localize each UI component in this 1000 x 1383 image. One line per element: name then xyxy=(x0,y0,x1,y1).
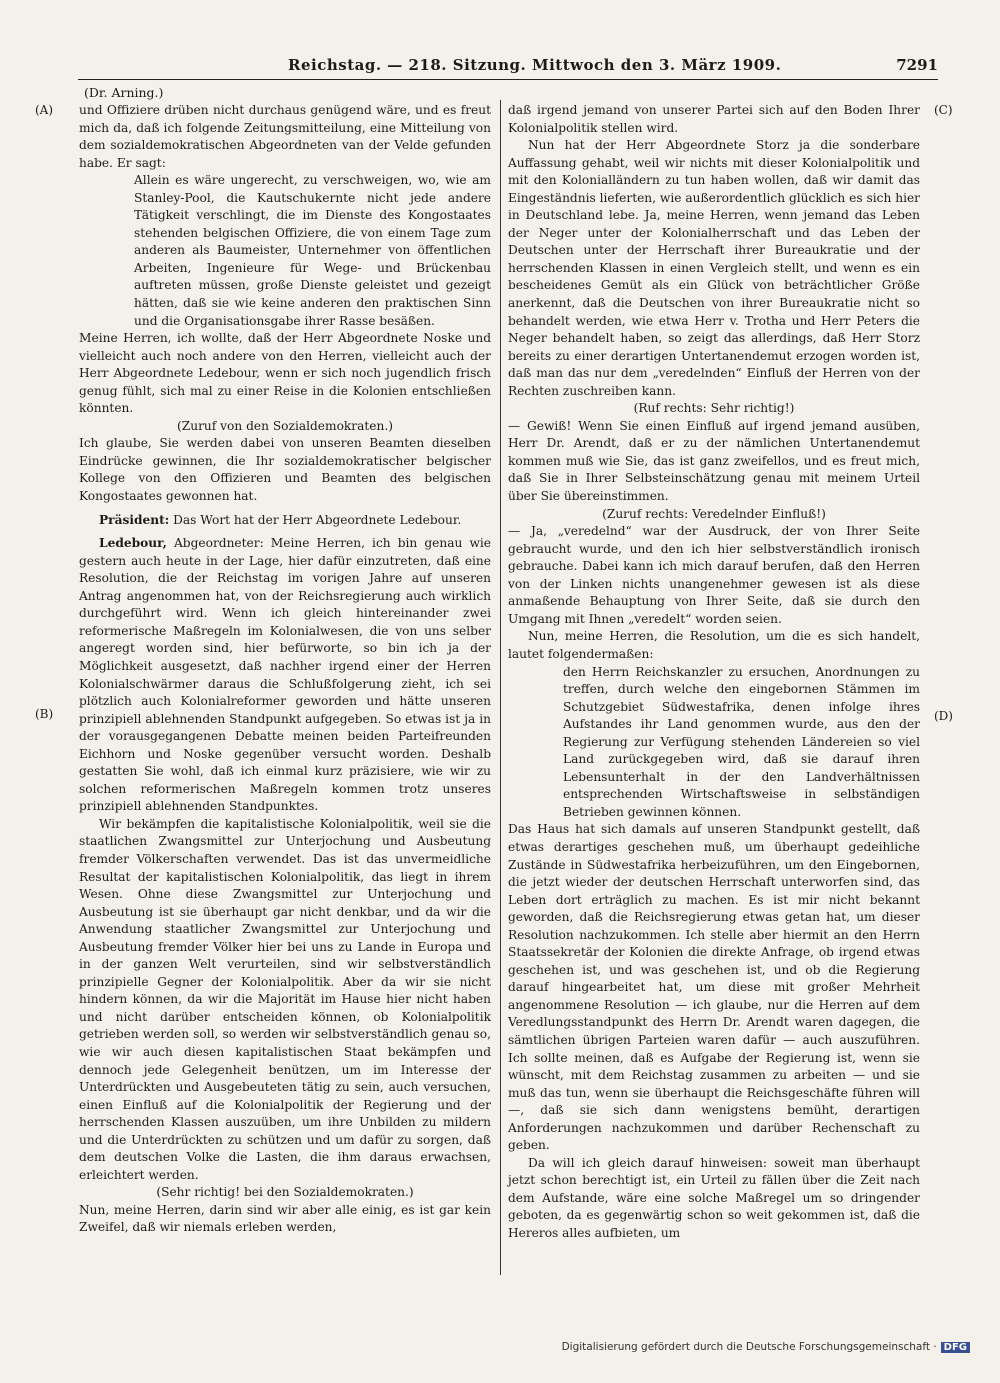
paragraph: — Gewiß! Wenn Sie einen Einfluß auf irgend jemand ausüben, Herr Dr. Arendt, daß er zu der nämlichen Untertanendemut kommen muß wie Sie, das ist ganz zweifellos, und es freut mich, daß Sie in Ihrer Selbsteinschätzung genau mit meinem Urteil über Sie übereinstimmen. xyxy=(508,418,920,504)
interjection: (Ruf rechts: Sehr richtig!) xyxy=(633,401,795,416)
paragraph: Ich glaube, Sie werden dabei von unseren Beamten dieselben Eindrücke gewinnen, die Ihr sozialdemokratischer belgischer Kollege von den Offizieren und Beamten des belgischen Kongostaates gewonnen hat. xyxy=(79,436,491,504)
paragraph: Nun, meine Herren, die Resolution, um die es sich handelt, lautet folgendermaßen: xyxy=(508,629,920,661)
speaker-name: Präsident: xyxy=(99,512,170,527)
left-column xyxy=(79,102,491,1237)
block-quote: den Herrn Reichskanzler zu ersuchen, Anordnungen zu treffen, durch welche den eingebornen Stämmen im Schutzgebiet Südwestafrika, denen infolge ihres Aufstandes ihr Land genommen wurde, aus den der Regierung zur Verfügung stehenden Ländereien so viel Land zurückgegeben wird, daß sie darauf ihren Lebensunterhalt in der den Landverhältnissen entsprechenden Wirtschaftsweise in selbständigen Betrieben gewinnen können. xyxy=(563,664,920,819)
interjection: (Sehr richtig! bei den Sozialdemokraten.) xyxy=(156,1185,414,1200)
paragraph: Da will ich gleich darauf hinweisen: soweit man überhaupt jetzt schon berechtigt ist, ein Urteil zu fällen über die Zeit nach dem Aufstande, wäre eine solche Maßregel um so dringender geboten, da es gegenwärtig schon so weit gekommen ist, daß die Hereros alles aufbieten, um xyxy=(508,1155,920,1240)
paragraph: Nun, meine Herren, darin sind wir aber alle einig, es ist gar kein Zweifel, daß wir niemals erleben werden, xyxy=(79,1202,491,1235)
margin-marker-d: (D) xyxy=(934,709,953,723)
right-column xyxy=(508,102,920,1243)
footer-credit: Digitalisierung gefördert durch die Deutsche Forschungsgemeinschaft · xyxy=(561,1341,937,1353)
speaker-text: Das Wort hat der Herr Abgeordnete Ledebour. xyxy=(169,512,462,527)
interjection: (Zuruf von den Sozialdemokraten.) xyxy=(177,418,393,433)
page-footer xyxy=(562,1341,970,1353)
paragraph: und Offiziere drüben nicht durchaus genügend wäre, und es freut mich da, daß ich folgende Zeitungsmitteilung, eine Mitteilung von dem sozialdemokratischen Abgeordneten van der Velde gefunden habe. Er sagt: xyxy=(79,103,491,170)
paragraph: Nun hat der Herr Abgeordnete Storz ja die sonderbare Auffassung gehabt, weil wir nichts mit dieser Kolonialpolitik und mit den Kolonialländern zu tun haben wollen, daß wir damit das Eingeständnis lieferten, wie außerordentlich glücklich es sich hier in Deutschland lebe. Ja, meine Herren, wenn jemand das Leben der Neger unter der Kolonialherrschaft und das Leben der Deutschen unter der Herrschaft ihrer Bureaukratie und der herrschenden Klassen in einen Vergleich stellt, und wenn es ein bescheidenes Gemüt als ein Glück von beträchtlicher Größe anerkennt, daß die Deutschen von ihrer Bureaukratie nicht so behandelt werden, wie etwa Herr v. Trotha und Herr Peters die Neger behandelt haben, so zeigt das allerdings, daß Herr Storz bereits zu einer derartigen Untertanendemut erzogen worden ist, daß man das nur dem „veredelnden“ Einfluß der Herren von der Rechten zuschreiben kann. xyxy=(508,138,920,398)
paragraph: — Ja, „veredelnd“ war der Ausdruck, der von Ihrer Seite gebraucht wurde, und den ich hier selbstverständlich ironisch gebrauche. Dabei kann ich mich darauf berufen, daß den Herren von der Linken nichts unangenehmer gewesen ist als diese anmaßende Behauptung von Ihrer Seite, daß sie durch den Umgang mit Ihnen „veredelt“ worden seien. xyxy=(508,524,920,626)
margin-marker-b: (B) xyxy=(35,707,54,721)
interjection: (Zuruf rechts: Veredelnder Einfluß!) xyxy=(602,506,826,521)
block-quote: Allein es wäre ungerecht, zu verschweigen, wo, wie am Stanley-Pool, die Kautschukernte nicht jede andere Tätigkeit verschlingt, die im Dienste des Kongostaates stehenden belgischen Offiziere, die von einem Tage zum anderen als Baumeister, Unternehmer von öffentlichen Arbeiten, Ingenieure für Wege- und Brückenbau auftreten müssen, große Dienste geleistet und gezeigt hätten, daß sie wie keine anderen den praktischen Sinn und die Organisationsgabe ihrer Rasse besäßen. xyxy=(134,173,491,328)
margin-marker-c: (C) xyxy=(934,103,953,117)
page-header xyxy=(78,56,938,78)
paragraph: Das Haus hat sich damals auf unseren Standpunkt gestellt, daß etwas derartiges geschehen muß, um überhaupt gedeihliche Zustände in Südwestafrika herbeizuführen, um den Eingebornen, die jetzt wieder der deutschen Herrschaft unterworfen sind, das Leben dort erträglich zu machen. Es ist mir nicht bekannt geworden, daß die Reichsregierung etwas getan hat, um dieser Resolution nachzukommen. Ich stelle aber hiermit an den Herrn Staatssekretär der Kolonien die direkte Anfrage, ob irgend etwas geschehen ist, und was geschehen ist, und ob die Regierung darauf hingearbeitet hat, um diese mit großer Mehrheit angenommene Resolution — ich glaube, nur die Herren auf dem Veredlungsstandpunkt des Herrn Dr. Arendt waren dagegen, die sämtlichen übrigen Parteien waren dafür — auch auszuführen. Ich sollte meinen, daß es Aufgabe der Regierung ist, wenn sie wünscht, mit dem Reichstag zusammen zu arbeiten — und sie muß das tun, wenn sie überhaupt die Reichsgeschäfte führen will —, daß sie sich dann wenigstens bemüht, derartigen Anforderungen nachzukommen und darüber Rechenschaft zu geben. xyxy=(508,822,920,1153)
page-number: 7291 xyxy=(896,56,938,74)
paragraph: Wir bekämpfen die kapitalistische Kolonialpolitik, weil sie die staatlichen Zwangsmittel zur Unterjochung und Ausbeutung fremder Völkerschaften verwendet. Das ist das unvermeidliche Resultat der kapitalistischen Kolonialpolitik, das liegt in ihrem Wesen. Ohne diese Zwangsmittel zur Unterjochung und Ausbeutung ist sie überhaupt gar nicht denkbar, und da wir die Anwendung staatlicher Zwangsmittel zur Unterjochung und Ausbeutung fremder Völker hier bei uns zu Lande in Europa und in der ganzen Welt verurteilen, sind wir selbstverständlich prinzipielle Gegner der Kolonialpolitik. Aber da wir sie nicht hindern können, da wir die Majorität im Hause hier nicht haben und nicht darüber entscheiden können, ob Kolonialpolitik getrieben werden soll, so werden wir selbstverständlich genau so, wie wir auch diesen kapitalistischen Staat bekämpfen und dennoch jede Gelegenheit benützen, um im Interesse der Unterdrückten und Ausgebeuteten tätig zu sein, auch versuchen, einen Einfluß auf die Kolonialpolitik der Regierung und der herrschenden Klassen auszuüben, um ihre Unbilden zu mildern und die Unterdrückten zu schützen und um dafür zu sorgen, daß dem deutschen Volke die Lasten, die ihm daraus erwachsen, erleichtert werden. xyxy=(79,816,491,1182)
paragraph: daß irgend jemand von unserer Partei sich auf den Boden Ihrer Kolonialpolitik stellen wird. xyxy=(508,103,920,135)
speaker-paragraph xyxy=(79,535,491,816)
header-title: Reichstag. — 218. Sitzung. Mittwoch den 3. März 1909. xyxy=(288,56,782,74)
speaker-tag: (Dr. Arning.) xyxy=(84,85,164,100)
paragraph: Meine Herren, ich wollte, daß der Herr Abgeordnete Noske und vielleicht auch noch andere von den Herren, vielleicht auch der Herr Abgeordnete Ledebour, wenn er sich noch jugendlich frisch genug fühlt, sich mal zu einer Reise in die Kolonien entschließen könnten. xyxy=(79,331,491,416)
margin-marker-a: (A) xyxy=(35,103,54,117)
speaker-paragraph xyxy=(79,512,491,530)
speaker-text: Abgeordneter: Meine Herren, ich bin genau wie gestern auch heute in der Lage, hier dafür einzutreten, daß eine Resolution, die der Reichstag im vorigen Jahre auf unseren Antrag angenommen hat, von der Reichsregierung auch wirklich durchgeführt wird. Wenn ich gleich hintereinander zwei reformerische Maßregeln im Kolonialwesen, die von uns selber angeregt worden sind, hier befürworte, so bin ich ja der Möglichkeit ausgesetzt, daß nachher irgend einer der Herren Kolonialschwärmer daraus die Schlußfolgerung zieht, ich sei plötzlich auch Kolonialreformer geworden und hätte unseren prinzipiell ablehnenden Standpunkt aufgegeben. So etwas ist ja in der vorausgegangenen Debatte meinen beiden Parteifreunden Eichhorn und Noske gegenüber versucht worden. Deshalb gestatten Sie wohl, daß ich einmal kurz präzisiere, wie wir zu solchen reformerischen Maßregeln kommen trotz unseres prinzipiell ablehnenden Standpunktes. xyxy=(79,536,491,814)
dfg-logo: DFG xyxy=(941,1342,970,1353)
header-rule xyxy=(78,79,938,80)
column-divider xyxy=(500,100,501,1275)
speaker-name: Ledebour, xyxy=(99,536,167,551)
